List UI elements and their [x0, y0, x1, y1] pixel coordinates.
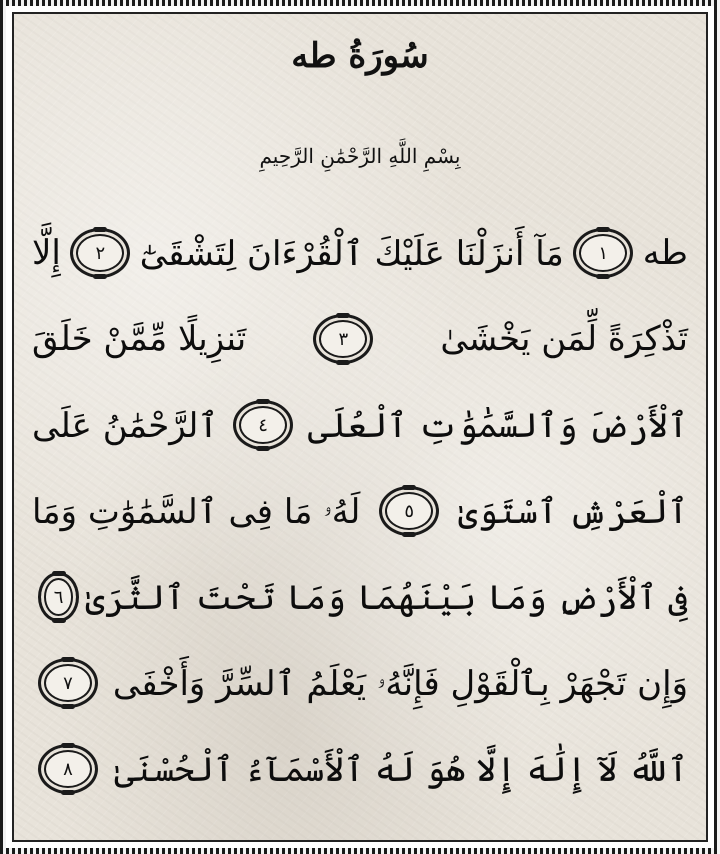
ayah-number-marker: ٢: [70, 228, 130, 278]
verse-text: إِلَّا: [32, 233, 61, 273]
ayah-number-marker: ٦: [38, 572, 79, 622]
verse-text: مَآ أَنزَلْنَا عَلَيْكَ ٱلْقُرْءَانَ لِتَشْقَىٰٓ: [139, 233, 564, 274]
verse-text: ٱلرَّحْمَٰنُ عَلَى: [32, 405, 219, 446]
verse-text: تَنزِيلًا مِّمَّنْ خَلَقَ: [32, 319, 247, 359]
ayah-number-marker: ٨: [38, 744, 98, 794]
ayah-number-marker: ٤: [233, 400, 293, 450]
verse-text: لَهُۥ مَا فِى ٱلسَّمَٰوَٰتِ وَمَا: [32, 491, 361, 532]
ayah-number-marker: ١: [573, 228, 633, 278]
verse-text: ٱلْأَرْضَ وَٱلسَّمَٰوَٰتِ ٱلْعُلَى: [307, 405, 688, 446]
verse-line: [32, 480, 688, 542]
verse-line: [32, 738, 688, 800]
verse-line: [32, 222, 688, 284]
verse-text: وَإِن تَجْهَرْ بِٱلْقَوْلِ فَإِنَّهُۥ يَعْلَمُ ٱلسِّرَّ وَأَخْفَى: [112, 663, 688, 704]
ayah-number-marker: ٥: [379, 486, 439, 536]
ayah-number-marker: ٣: [313, 314, 373, 364]
verse-text: تَذْكِرَةً لِّمَن يَخْشَىٰ: [440, 319, 688, 359]
verse-line: [32, 566, 688, 628]
verse-text: طه: [642, 233, 688, 273]
verse-text: فِى ٱلْأَرْضِ وَمَا بَيْنَهُمَا وَمَا تَحْتَ ٱلثَّرَىٰ: [85, 577, 688, 618]
verse-text: ٱلْعَرْشِ ٱسْتَوَىٰ: [458, 491, 688, 532]
surah-title: سُورَةُ طه: [291, 36, 429, 76]
mushaf-page: [12, 12, 708, 842]
verse-text: ٱللَّهُ لَآ إِلَٰهَ إِلَّا هُوَ لَهُ ٱلْأَسْمَآءُ ٱلْحُسْنَىٰ: [114, 749, 688, 790]
basmala: بِسْمِ اللَّهِ الرَّحْمَٰنِ الرَّحِيمِ: [259, 144, 461, 168]
verse-line: [32, 394, 688, 456]
verse-line: [32, 652, 688, 714]
verse-line: [32, 308, 688, 370]
ayah-number-marker: ٧: [38, 658, 98, 708]
